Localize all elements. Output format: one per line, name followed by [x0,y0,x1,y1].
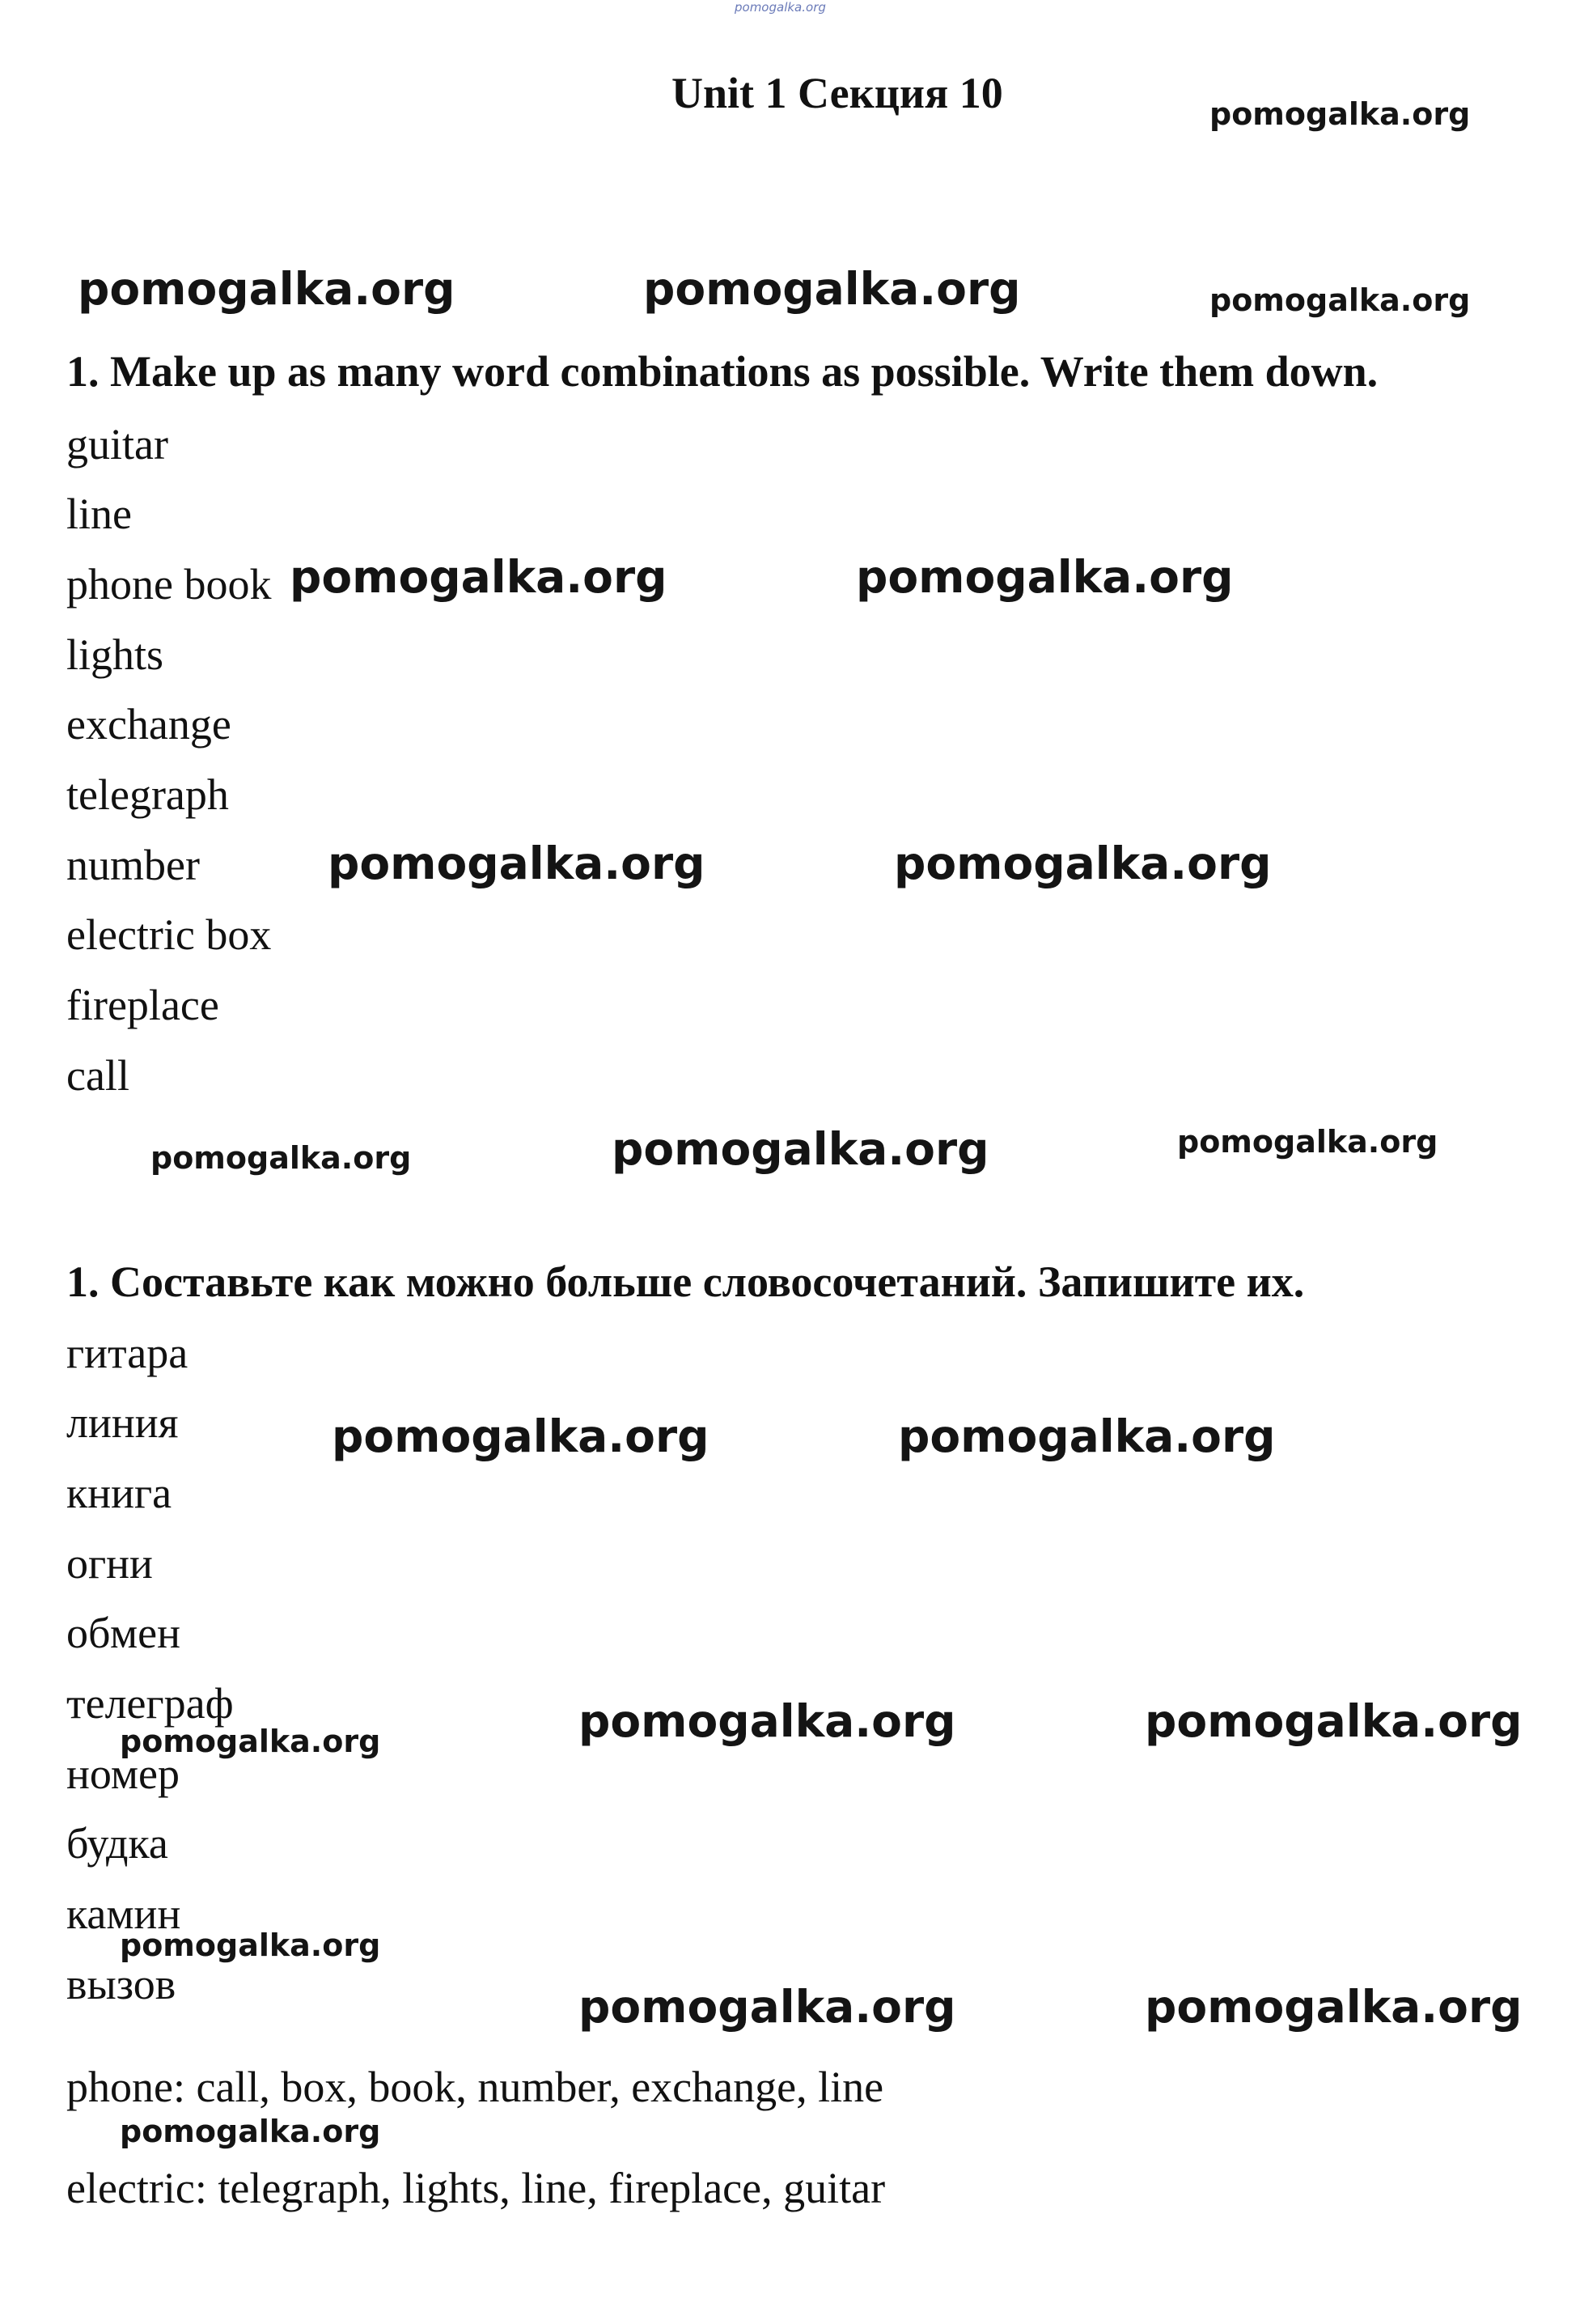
word-item: line [66,490,132,538]
word-item: будка [66,1819,168,1868]
word-item: линия [66,1398,179,1447]
word-item: гитара [66,1329,188,1377]
watermark: pomogalka.org [578,1981,956,2033]
watermark: pomogalka.org [1177,1124,1438,1160]
word-item: телеграф [66,1679,234,1728]
word-item: exchange [66,700,231,749]
word-item: phone book [66,560,272,609]
word-item: guitar [66,420,168,469]
word-item: вызов [66,1960,176,2008]
word-item: number [66,841,200,889]
watermark: pomogalka.org [894,838,1272,889]
watermark: pomogalka.org [332,1410,710,1462]
site-tag: pomogalka.org [735,0,826,15]
watermark: pomogalka.org [856,551,1234,603]
word-item: камин [66,1889,181,1938]
word-item: номер [66,1749,180,1798]
watermark: pomogalka.org [120,2114,381,2149]
word-item: обмен [66,1609,180,1657]
watermark: pomogalka.org [150,1140,412,1176]
word-item: telegraph [66,770,229,819]
word-item: огни [66,1539,153,1588]
watermark: pomogalka.org [120,1927,381,1963]
word-item: lights [66,630,164,679]
word-item: fireplace [66,981,219,1029]
watermark: pomogalka.org [612,1123,989,1175]
watermark: pomogalka.org [78,263,455,315]
watermark: pomogalka.org [1209,282,1471,318]
answer-line: phone: call, box, book, number, exchange, line [66,2063,884,2111]
task-heading-english: 1. Make up as many word combinations as possible. Write them down. [66,347,1379,396]
page-title: Unit 1 Секция 10 [671,69,1003,117]
watermark: pomogalka.org [1145,1695,1523,1747]
word-item: call [66,1051,129,1100]
watermark: pomogalka.org [328,838,705,889]
watermark: pomogalka.org [120,1724,381,1759]
watermark: pomogalka.org [898,1410,1276,1462]
word-item: electric box [66,910,272,959]
watermark: pomogalka.org [643,263,1021,315]
watermark: pomogalka.org [1209,96,1471,132]
task-heading-russian: 1. Составьте как можно больше словосочетаний. Запишите их. [66,1257,1305,1306]
watermark: pomogalka.org [290,551,667,603]
answer-line: electric: telegraph, lights, line, fireplace, guitar [66,2164,886,2212]
watermark: pomogalka.org [578,1695,956,1747]
word-item: книга [66,1469,172,1517]
watermark: pomogalka.org [1145,1981,1523,2033]
